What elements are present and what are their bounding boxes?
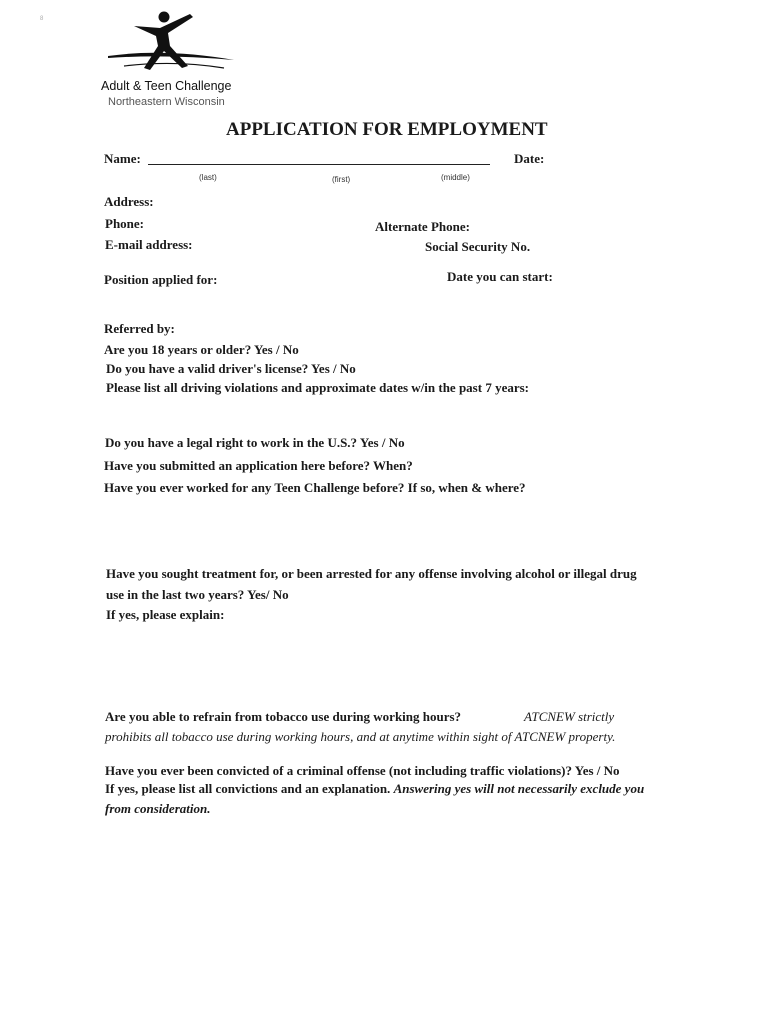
conviction-question: Have you ever been convicted of a criminal offense (not including traffic violations)? Yes / No bbox=[105, 763, 620, 778]
tobacco-question: Are you able to refrain from tobacco use during working hours? bbox=[105, 709, 462, 724]
tobacco-policy-note: ATCNEW strictly bbox=[524, 709, 615, 724]
applied-before-question: Have you submitted an application here before? When? bbox=[104, 458, 413, 473]
treatment-question-cont: use in the last two years? Yes/ No bbox=[106, 587, 289, 602]
name-label: Name: bbox=[104, 151, 141, 166]
org-name: Adult & Teen Challenge bbox=[101, 79, 232, 93]
worked-before-question: Have you ever worked for any Teen Challenge before? If so, when & where? bbox=[104, 480, 526, 495]
license-question: Do you have a valid driver's license? Yes / No bbox=[106, 361, 356, 376]
treatment-explain-label: If yes, please explain: bbox=[106, 607, 225, 622]
address-label: Address: bbox=[104, 194, 154, 209]
conviction-note: Answering yes will not necessarily exclude you bbox=[393, 781, 645, 796]
date-label: Date: bbox=[514, 151, 545, 166]
tobacco-policy-note-cont: prohibits all tobacco use during working hours, and at anytime within sight of ATCNEW property. bbox=[105, 729, 616, 744]
position-label: Position applied for: bbox=[104, 272, 218, 287]
legal-right-question: Do you have a legal right to work in the U.S.? Yes / No bbox=[105, 435, 405, 450]
org-subtitle: Northeastern Wisconsin bbox=[108, 96, 225, 108]
conviction-note-cont: from consideration. bbox=[105, 801, 211, 816]
name-field[interactable] bbox=[148, 164, 490, 165]
page-title: APPLICATION FOR EMPLOYMENT bbox=[226, 119, 548, 140]
age-question: Are you 18 years or older? Yes / No bbox=[104, 342, 299, 357]
phone-label: Phone: bbox=[105, 216, 144, 231]
sublabel-first: (first) bbox=[332, 175, 351, 184]
violations-question: Please list all driving violations and approximate dates w/in the past 7 years: bbox=[106, 380, 529, 395]
ssn-label: Social Security No. bbox=[425, 239, 531, 254]
page-mark: 8 bbox=[40, 16, 44, 22]
email-label: E-mail address: bbox=[105, 237, 193, 252]
alternate-phone-label: Alternate Phone: bbox=[375, 219, 470, 234]
start-date-label: Date you can start: bbox=[447, 269, 553, 284]
teen-challenge-logo bbox=[104, 8, 244, 78]
sublabel-middle: (middle) bbox=[441, 173, 470, 182]
referred-by-label: Referred by: bbox=[104, 321, 175, 336]
conviction-list-label: If yes, please list all convictions and an explanation. bbox=[105, 781, 391, 796]
treatment-question: Have you sought treatment for, or been arrested for any offense involving alcohol or illegal drug bbox=[106, 566, 637, 581]
sublabel-last: (last) bbox=[199, 173, 217, 182]
